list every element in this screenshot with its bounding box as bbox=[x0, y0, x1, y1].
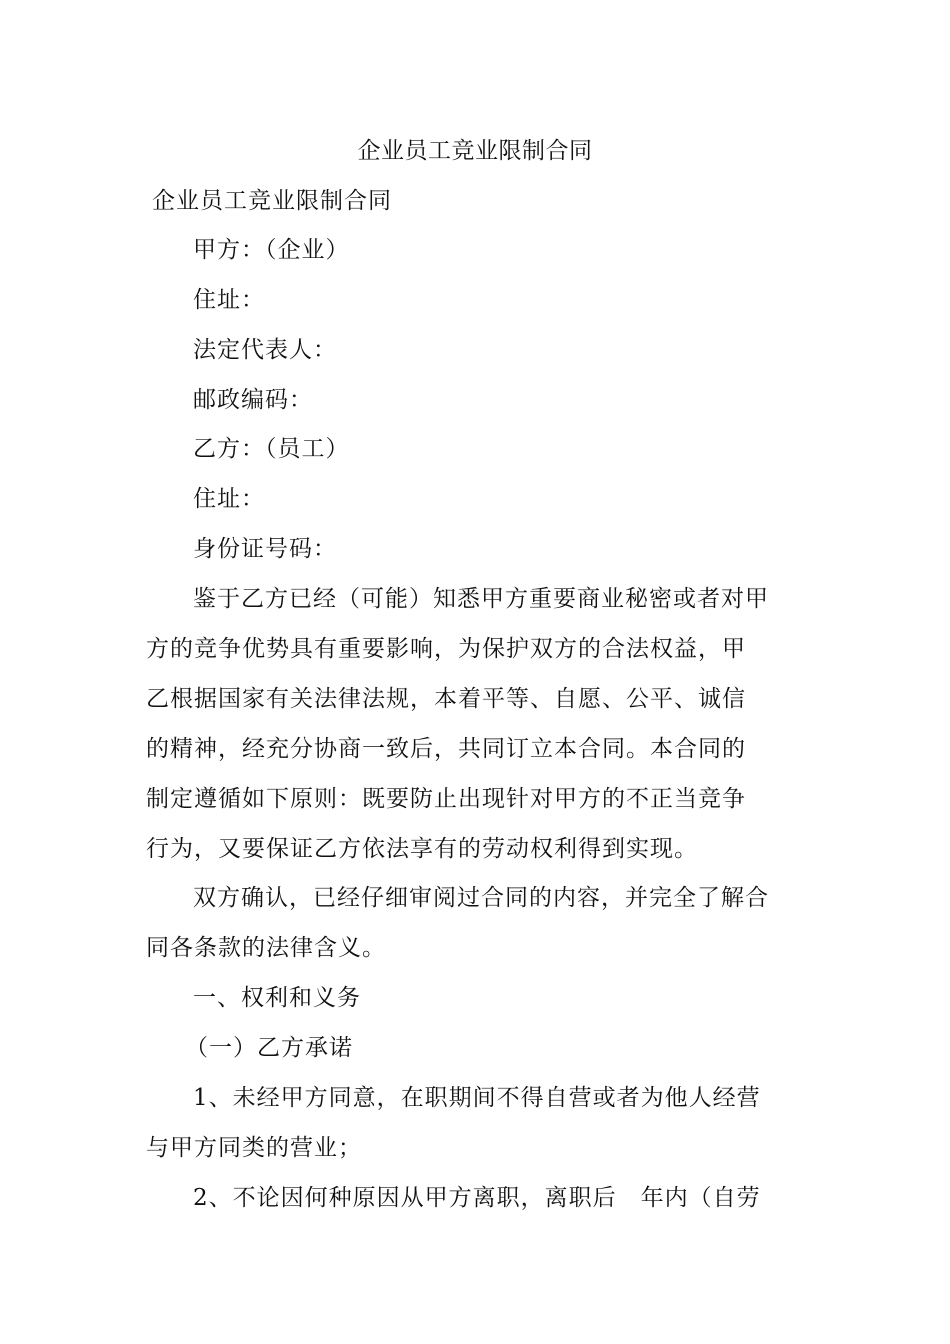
party-b-id-number: 身份证号码： bbox=[193, 536, 337, 562]
party-b-address: 住址： bbox=[193, 486, 265, 512]
section-heading-rights: 一、权利和义务 bbox=[193, 985, 361, 1011]
confirmation-line-1: 双方确认，已经仔细审阅过合同的内容，并完全了解合 bbox=[193, 885, 769, 911]
party-a-label: 甲方：（企业） bbox=[193, 237, 350, 263]
preamble-line-1: 鉴于乙方已经（可能）知悉甲方重要商业秘密或者对甲 bbox=[193, 586, 769, 612]
preamble-line-2: 方的竞争优势具有重要影响，为保护双方的合法权益，甲 bbox=[146, 636, 746, 662]
preamble-line-6: 行为，又要保证乙方依法享有的劳动权利得到实现。 bbox=[146, 836, 698, 862]
subsection-heading-party-b: （一）乙方承诺 bbox=[185, 1035, 353, 1061]
clause-2-line-1: 2、不论因何种原因从甲方离职，离职后 年内（自劳 bbox=[193, 1185, 761, 1211]
clause-1-line-2: 与甲方同类的营业； bbox=[146, 1135, 362, 1161]
preamble-line-4: 的精神，经充分协商一致后，共同订立本合同。本合同的 bbox=[146, 736, 746, 762]
document-title: 企业员工竞业限制合同 bbox=[357, 138, 593, 164]
party-a-address: 住址： bbox=[193, 287, 265, 313]
confirmation-line-2: 同各条款的法律含义。 bbox=[146, 935, 386, 961]
preamble-line-3: 乙根据国家有关法律法规，本着平等、自愿、公平、诚信 bbox=[146, 686, 746, 712]
contract-heading: 企业员工竞业限制合同 bbox=[152, 188, 392, 214]
party-a-legal-rep: 法定代表人： bbox=[193, 337, 337, 363]
clause-1-line-1: 1、未经甲方同意，在职期间不得自营或者为他人经营 bbox=[193, 1085, 761, 1111]
preamble-line-5: 制定遵循如下原则：既要防止出现针对甲方的不正当竞争 bbox=[146, 786, 746, 812]
party-a-postcode: 邮政编码： bbox=[193, 387, 313, 413]
party-b-label: 乙方：（员工） bbox=[193, 436, 350, 462]
